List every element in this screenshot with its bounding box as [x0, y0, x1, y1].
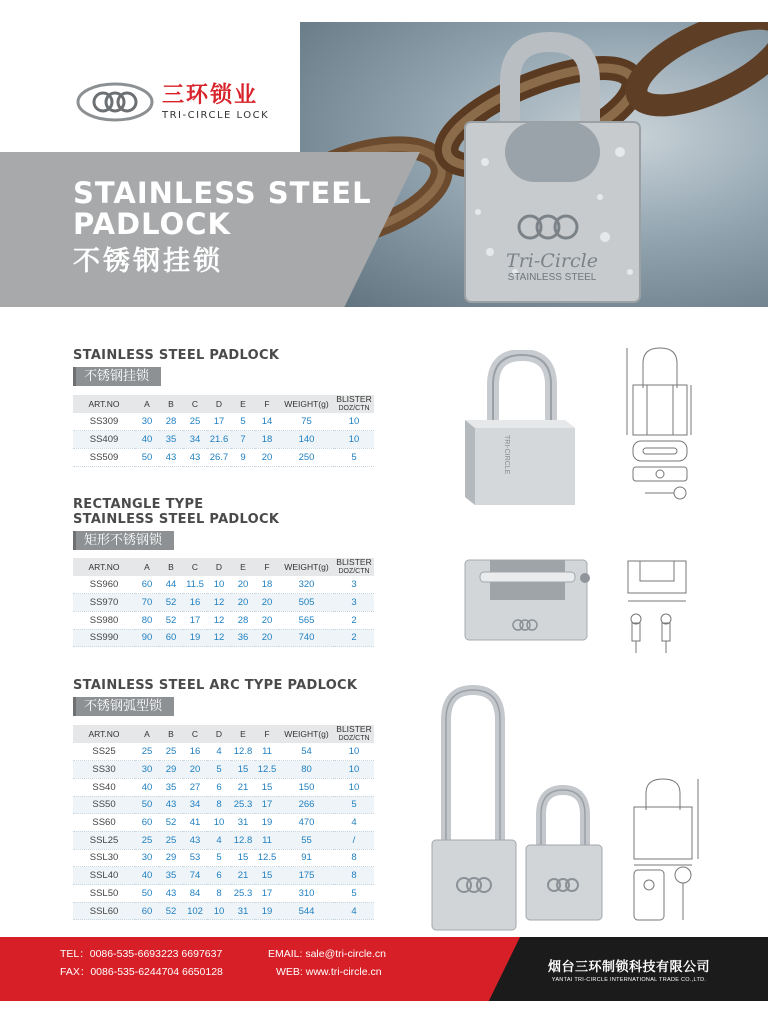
footer-web[interactable]: WEB: www.tri-circle.cn [276, 966, 382, 978]
table-cell: 11 [262, 834, 272, 846]
table-cell: 40 [141, 781, 153, 793]
table-cell: 9 [240, 451, 246, 463]
table-cell: 10 [348, 434, 360, 446]
table-cell-artno: SS509 [89, 451, 119, 463]
header-blister: BLISTER DOZ/CTN [336, 557, 372, 575]
header-artno: ART.NO [88, 729, 120, 739]
table-cell: 2 [351, 632, 357, 644]
table-cell: 43 [165, 799, 177, 811]
table-cell: 17 [261, 799, 273, 811]
table-row [73, 867, 374, 885]
table-cell: 20 [237, 597, 249, 609]
table-cell: 12.5 [257, 852, 277, 864]
table-cell: 75 [301, 416, 312, 428]
table-cell: 12 [213, 614, 225, 626]
padlock-product-image [460, 350, 580, 514]
table-cell: 43 [189, 451, 201, 463]
table-cell: 250 [298, 451, 315, 463]
table-cell: 31 [237, 905, 249, 917]
table-cell: / [352, 834, 356, 846]
table-cell: 544 [298, 905, 315, 917]
table-cell: 43 [165, 887, 177, 899]
table-cell: 50 [141, 451, 153, 463]
section1-tag: 不锈钢挂锁 [73, 367, 161, 386]
table-cell: 6 [216, 870, 222, 882]
table-cell: 29 [165, 764, 177, 776]
table-cell: 25 [165, 746, 177, 758]
table-cell: 50 [141, 887, 153, 899]
header-weight: WEIGHT(g) [284, 562, 329, 572]
table-cell: 740 [298, 632, 315, 644]
table-cell: 150 [298, 781, 315, 793]
brand-name-cn: 三环锁业 [162, 82, 259, 108]
hero-title-cn: 不锈钢挂锁 [73, 246, 223, 277]
table-cell: 80 [141, 614, 153, 626]
table-cell: 30 [141, 416, 153, 428]
table-cell: 10 [348, 416, 360, 428]
table-cell: 4 [216, 834, 222, 846]
table-cell: 17 [261, 887, 273, 899]
table-cell: 8 [216, 887, 222, 899]
header-blister: BLISTER DOZ/CTN [336, 394, 372, 412]
table-cell: 140 [298, 434, 315, 446]
table-cell: 30 [141, 852, 153, 864]
table-cell: 3 [351, 597, 357, 609]
table-cell-artno: SS970 [89, 597, 119, 609]
section2-table-body [73, 576, 374, 647]
table-cell: 35 [165, 781, 177, 793]
section2-tag: 矩形不锈钢锁 [73, 531, 174, 550]
table-cell: 14 [261, 416, 273, 428]
table-cell: 16 [189, 597, 201, 609]
section2-title-line2: STAINLESS STEEL PADLOCK [73, 512, 280, 527]
table-cell: 60 [141, 579, 153, 591]
table-cell: 40 [141, 870, 153, 882]
table-cell: 25 [141, 746, 153, 758]
table-cell: 11.5 [186, 579, 204, 591]
header-d: D [215, 562, 223, 572]
table-cell: 41 [189, 817, 201, 829]
table-cell-artno: SS980 [89, 614, 119, 626]
hero-title-line1: STAINLESS STEEL [73, 176, 372, 210]
table-cell: 28 [165, 416, 177, 428]
header-a: A [144, 729, 150, 739]
table-cell: 52 [165, 905, 177, 917]
table-cell: 90 [141, 632, 153, 644]
section1-table-body [73, 413, 374, 466]
table-cell: 31 [237, 817, 249, 829]
table-cell: 12.8 [233, 834, 253, 846]
table-cell: 28 [237, 614, 249, 626]
table-cell: 40 [141, 434, 153, 446]
table-cell: 19 [261, 817, 273, 829]
brand-name-en: TRI-CIRCLE LOCK [162, 109, 270, 121]
table-cell-artno: SS960 [89, 579, 119, 591]
table-cell: 5 [240, 416, 246, 428]
footer-fax: FAX：0086-535-6244704 6650128 [60, 966, 223, 978]
table-cell: 4 [351, 905, 357, 917]
header-a: A [144, 399, 150, 409]
table-cell: 21 [237, 870, 249, 882]
table-cell: 43 [189, 834, 201, 846]
section2-title-line1: RECTANGLE TYPE [73, 497, 204, 512]
header-c: C [191, 729, 199, 739]
table-cell: 15 [261, 781, 273, 793]
footer [0, 937, 768, 1001]
header-d: D [215, 399, 223, 409]
header-e: E [240, 729, 246, 739]
table-cell-artno: SSL25 [89, 834, 119, 846]
table-cell: 16 [189, 746, 201, 758]
table-cell: 50 [141, 799, 153, 811]
table-header-row [73, 558, 374, 576]
table-cell: 15 [237, 764, 249, 776]
section3-title: STAINLESS STEEL ARC TYPE PADLOCK [73, 678, 358, 693]
table-cell: 11 [262, 746, 272, 758]
table-cell: 20 [261, 451, 273, 463]
table-header-row [73, 395, 374, 413]
table-cell: 35 [165, 434, 177, 446]
header-b: B [168, 562, 174, 572]
table-cell: 60 [141, 905, 153, 917]
table-cell: 5 [216, 764, 222, 776]
table-row [73, 831, 374, 849]
table-cell: 10 [213, 905, 225, 917]
table-cell: 12 [213, 597, 225, 609]
table-cell: 43 [165, 451, 177, 463]
lock-engraving: STAINLESS STEEL [507, 272, 597, 283]
table-cell-artno: SSL60 [89, 905, 119, 917]
table-cell: 20 [261, 597, 273, 609]
table-row [73, 902, 374, 920]
table-cell: 5 [351, 887, 357, 899]
section3-table-body [73, 743, 374, 920]
table-row [73, 743, 374, 761]
table-cell: 91 [301, 852, 312, 864]
header-f: F [264, 729, 270, 739]
table-cell: 36 [237, 632, 249, 644]
table-cell: 18 [261, 434, 273, 446]
header-b: B [168, 399, 174, 409]
footer-email[interactable]: EMAIL: sale@tri-circle.cn [268, 948, 387, 960]
header-blister: BLISTER DOZ/CTN [336, 724, 372, 742]
rectangle-padlock-dimension-drawing [622, 553, 692, 677]
table-cell: 44 [165, 579, 177, 591]
header-e: E [240, 562, 246, 572]
table-cell: 15 [237, 852, 249, 864]
table-row [73, 778, 374, 796]
table-cell: 2 [351, 614, 357, 626]
table-cell: 320 [298, 579, 315, 591]
table-cell: 54 [301, 746, 312, 758]
table-cell: 470 [298, 817, 315, 829]
table-cell-artno: SS309 [89, 416, 119, 428]
table-cell: 84 [189, 887, 201, 899]
header-d: D [215, 729, 223, 739]
arc-padlock-product-image [428, 685, 628, 939]
table-cell: 8 [351, 870, 357, 882]
table-cell: 12.8 [233, 746, 253, 758]
table-cell: 27 [189, 781, 201, 793]
table-cell: 34 [189, 434, 201, 446]
table-cell: 19 [189, 632, 201, 644]
table-row [73, 413, 374, 431]
table-cell: 17 [189, 614, 201, 626]
footer-tel: TEL：0086-535-6693223 6697637 [60, 948, 223, 960]
header-c: C [191, 562, 199, 572]
header-c: C [191, 399, 199, 409]
table-row [73, 576, 374, 594]
section1-title: STAINLESS STEEL PADLOCK [73, 348, 280, 363]
tri-circle-logo-icon [76, 82, 154, 122]
table-cell: 30 [141, 764, 153, 776]
header-weight: WEIGHT(g) [284, 729, 329, 739]
header-f: F [264, 562, 270, 572]
table-cell: 20 [189, 764, 201, 776]
table-cell: 35 [165, 870, 177, 882]
table-cell-artno: SS30 [92, 764, 116, 776]
table-cell: 52 [165, 817, 177, 829]
table-cell: 5 [351, 451, 357, 463]
arc-padlock-dimension-drawing [628, 775, 708, 934]
table-cell: 20 [237, 579, 249, 591]
header-artno: ART.NO [88, 562, 120, 572]
lock-brand-engraving: Tri-Circle [506, 250, 598, 272]
table-cell: 4 [216, 746, 222, 758]
table-row [73, 849, 374, 867]
table-cell-artno: SSL30 [89, 852, 119, 864]
table-cell: 19 [261, 905, 273, 917]
company-name-en: YANTAI TRI-CIRCLE INTERNATIONAL TRADE CO.,LTD. [551, 977, 707, 983]
table-cell: 25.3 [233, 887, 253, 899]
table-cell: 74 [189, 870, 201, 882]
table-cell: 53 [189, 852, 201, 864]
table-row [73, 761, 374, 779]
table-cell-artno: SS25 [92, 746, 116, 758]
table-cell: 5 [216, 852, 222, 864]
table-cell: 310 [298, 887, 315, 899]
table-row [73, 814, 374, 832]
table-cell: 175 [298, 870, 315, 882]
table-cell: 10 [213, 817, 225, 829]
table-cell: 505 [298, 597, 315, 609]
table-cell-artno: SS50 [92, 799, 116, 811]
table-cell: 55 [301, 834, 312, 846]
table-cell: 34 [189, 799, 201, 811]
table-cell-artno: SSL40 [89, 870, 119, 882]
table-cell: 266 [298, 799, 315, 811]
table-cell: 10 [348, 781, 360, 793]
section3-tag: 不锈钢弧型锁 [73, 697, 174, 716]
table-cell: 80 [301, 764, 312, 776]
table-cell: 565 [298, 614, 315, 626]
table-cell: 8 [216, 799, 222, 811]
table-row [73, 885, 374, 903]
table-cell: 21 [237, 781, 249, 793]
table-cell: 29 [165, 852, 177, 864]
section1-spec-table [73, 395, 374, 467]
header-f: F [264, 399, 270, 409]
table-row [73, 448, 374, 466]
table-cell: 3 [351, 579, 357, 591]
table-cell: 21.6 [209, 434, 229, 446]
table-cell: 52 [165, 614, 177, 626]
rectangle-padlock-product-image [460, 550, 595, 649]
table-cell: 25 [165, 834, 177, 846]
section2-spec-table [73, 558, 374, 647]
table-cell: 10 [348, 764, 360, 776]
table-cell: 52 [165, 597, 177, 609]
header-a: A [144, 562, 150, 572]
table-cell: 25.3 [233, 799, 253, 811]
table-cell: 10 [348, 746, 360, 758]
section3-spec-table [73, 725, 374, 920]
table-row [73, 796, 374, 814]
padlock-dimension-drawing [625, 343, 695, 507]
table-cell: 60 [165, 632, 177, 644]
table-header-row [73, 725, 374, 743]
table-cell: 10 [213, 579, 225, 591]
table-cell: 70 [141, 597, 153, 609]
table-cell: 20 [261, 632, 273, 644]
svg-text:TRI-CIRCLE: TRI-CIRCLE [503, 435, 510, 475]
table-cell: 5 [351, 799, 357, 811]
table-cell: 25 [189, 416, 201, 428]
table-cell: 12 [213, 632, 225, 644]
table-cell: 15 [261, 870, 273, 882]
brand-logo [76, 82, 269, 122]
table-cell: 17 [213, 416, 225, 428]
hero-title [73, 178, 372, 277]
table-cell: 18 [261, 579, 273, 591]
header-weight: WEIGHT(g) [284, 399, 329, 409]
header-e: E [240, 399, 246, 409]
table-cell-artno: SS990 [89, 632, 119, 644]
table-row [73, 629, 374, 647]
table-cell: 12.5 [257, 764, 277, 776]
table-row [73, 611, 374, 629]
table-cell: 8 [351, 852, 357, 864]
table-cell: 4 [351, 817, 357, 829]
table-row [73, 594, 374, 612]
table-cell: 25 [141, 834, 153, 846]
table-cell-artno: SSL50 [89, 887, 119, 899]
table-cell: 20 [261, 614, 273, 626]
table-cell: 102 [187, 905, 203, 917]
table-cell: 26.7 [209, 451, 229, 463]
table-cell-artno: SS60 [92, 817, 116, 829]
header-artno: ART.NO [88, 399, 120, 409]
table-cell: 7 [240, 434, 246, 446]
table-cell-artno: SS40 [92, 781, 116, 793]
table-cell: 60 [141, 817, 153, 829]
table-row [73, 431, 374, 449]
table-cell: 6 [216, 781, 222, 793]
header-b: B [168, 729, 174, 739]
hero-title-line2: PADLOCK [73, 207, 231, 241]
footer-company [548, 956, 710, 983]
table-cell-artno: SS409 [89, 434, 119, 446]
company-name-cn: 烟台三环制锁科技有限公司 [548, 960, 711, 975]
